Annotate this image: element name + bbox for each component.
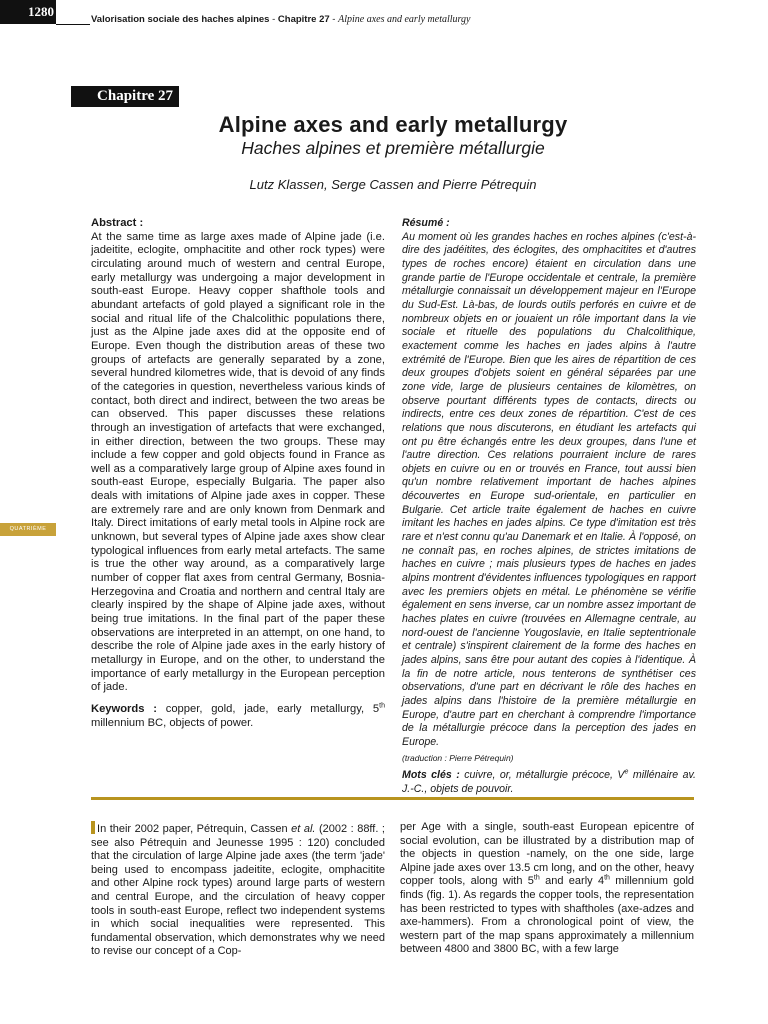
keywords bbox=[91, 703, 385, 730]
body-text: (2002 : 88ff. ; see also Pétrequin and Jeunesse 1995 : 120) concluded that the circulation of large Alpine jade axes (the term 'jade' being used to encompass jadeitite, eclogite, omphacitite and other Alpine rock types) around large parts of western and central Europe, and the circulation of heavy copper tools in south-east Europe, reflect two independent systems in which social inequalities were represented. This fundamental observation, which demonstrates why we need to revise our concept of a Cop- bbox=[91, 823, 385, 958]
dropcap-bar bbox=[91, 821, 95, 834]
article-subtitle: Haches alpines et première métallurgie bbox=[241, 138, 545, 158]
article-title: Alpine axes and early metallurgy bbox=[218, 112, 568, 137]
running-title: Alpine axes and early metallurgy bbox=[338, 14, 471, 25]
book-title: Valorisation sociale des haches alpines bbox=[91, 14, 270, 25]
body-column-1 bbox=[91, 821, 385, 959]
body-text: millennium gold finds (fig. 1). As regards the copper tools, the representation has been restricted to types with shaftholes (axe-adzes and axe-hammers). From a chronological point of view, the western part of the map spans approximately a millennium between 4800 and 3800 BC, with a few large bbox=[400, 875, 695, 956]
authors: Lutz Klassen, Serge Cassen and Pierre Pétrequin bbox=[249, 177, 537, 192]
header-separator: - bbox=[269, 14, 278, 25]
translation-credit: (traduction : Pierre Pétrequin) bbox=[402, 752, 514, 763]
mots-cles-text: millénaire av. J.-C., objets de pouvoir. bbox=[402, 769, 696, 795]
abstract-heading: Abstract : bbox=[91, 217, 144, 229]
keywords-sup: th bbox=[379, 702, 385, 710]
mots-cles-text: cuivre, or, métallurgie précoce, V bbox=[459, 769, 625, 782]
body-text: per Age with a single, south-east European epicentre of social evolution, can be illustrated by a distribution map of the objects in question -namely, on the one side, large Alpine jade axes over 13.5 cm long, and on the other, heavy copper tools, along with 5 bbox=[400, 821, 694, 888]
resume-block bbox=[402, 217, 696, 797]
body-text: and early 4 bbox=[539, 875, 605, 888]
section-divider bbox=[91, 797, 694, 800]
mots-cles-sup: e bbox=[624, 768, 629, 776]
body-sup: th bbox=[604, 874, 610, 882]
resume-heading: Résumé : bbox=[402, 217, 450, 229]
body-text: n their 2002 paper, Pétrequin, Cassen bbox=[100, 823, 292, 835]
page-number: 1280 bbox=[0, 0, 56, 24]
body-sup: th bbox=[533, 874, 540, 882]
side-tab: QUATRIÈME PARTIE bbox=[0, 523, 56, 536]
mots-cles-label: Mots clés : bbox=[402, 769, 460, 782]
keywords-text: copper, gold, jade, early metallurgy, 5 bbox=[156, 702, 380, 715]
dropcap: I bbox=[97, 823, 101, 835]
keywords-label: Keywords : bbox=[91, 702, 157, 715]
keywords-text: millennium BC, objects of power. bbox=[91, 716, 254, 729]
abstract-block bbox=[91, 217, 385, 730]
mots-cles bbox=[402, 769, 696, 796]
abstract-text: At the same time as large axes made of Alpine jade (i.e. jadeitite, eclogite, omphacitite and other rock types) were circulating around much of western and central Europe, early metallurgy was undergoing a major development in south-east Europe. Heavy copper shafthole tools and abundant artefacts of gold played a significant role in the social and ritual life of the Chalcolithic populations there, just as the Alpine jade axes did at the opposite end of Europe. Even though the distribution areas of these two groups of artefacts are generally separated by a zone, several hundred kilometres wide, that is devoid of any finds of the categories in question, nevertheless various kinds of contact, both direct and indirect, between the two areas be can observed. This paper discusses these relations through an investigation of artefacts that were exchanged, in either direction, between the two groups. These may include a few copper and gold objects found in France as well as a comparatively large group of Alpine axes found in south-east Europe, especially Bulgaria. The paper also deals with imitations of Alpine jade axes in copper. These are extremely rare and are only known from Denmark and Italy. Direct imitations of early metal tools in Alpine rock are unknown, but several types of Alpine jade axes show clear typological influences from early metal artefacts. The same is true the other way around, as a comparatively large number of copper flat axes from central Germany, Bosnia-Herzegovina and Croatia and northern and central Italy are clearly inspired by the shape of Alpine jade axes, without being true imitations. In the final part of the paper these observations are interpreted in an attempt, on one hand, to describe the role of Alpine jade axes in the early history of metallurgy in Europe, and on the other, to understand the importance of early metallurgy in the European perception of jade. bbox=[91, 230, 385, 694]
header-chapter: Chapitre 27 bbox=[277, 14, 330, 25]
chapter-label: Chapitre 27 bbox=[71, 86, 179, 107]
header-separator: - bbox=[329, 14, 339, 25]
header-rule bbox=[56, 24, 90, 25]
body-column-2 bbox=[400, 821, 694, 957]
resume-text: Au moment où les grandes haches en roches alpines (c'est-à-dire des jadéitites, des éclogites, des omphacitites et d'autres types de roches encore) étaient en circulation dans une grande partie de l'Europe occidentale et centrale, la première métallurgie connaissait un développement majeur en l'Europe du Sud-Est. Là-bas, de lourds outils perforés en cuivre et de nombreux objets en or jouaient un rôle important dans la vie sociale et rituelle des populations du Chalcolithique, exactement comme les haches en jades alpins à l'autre extrémité de l'Europe. Bien que les aires de répartition de ces deux groupes d'objets soient en général séparées par une zone vide, large de plusieurs centaines de kilomètres, on observe pourtant différents types de contacts, directs ou indirects, entre ces deux zones de répartition. C'est de ces relations que nous discuterons, en étudiant les artefacts qui ont pu être échangés entre les deux groupes, dans l'une et l'autre direction. Ces relations pourraient inclure de rares objets en cuivre ou en or trouvés en France, tout aussi bien qu'un nombre relativement important de haches alpines découvertes en Europe sud-orientale, en particulier en Bulgarie. Cet article traite également de haches en cuivre imitant les haches en jades alpins. Ce type d'imitation est très rare et n'est connu qu'au Danemark et en Italie. À l'opposé, on ne connaît pas, en roches alpines, de strictes imitations de haches en cuivre ; mais plusieurs types de haches en jades alpins montrent d'évidentes influences typologiques en rapport avec les premiers objets en métal. Le phénomène se vérifie également en sens inverse, car un nombre assez important de haches plates en cuivre (trouvées en Allemagne centrale, au nord-ouest de l'ancienne Yougoslavie, en Italie septentrionale et centrale) s'inspirent clairement de la forme des haches en jades alpins, sans être pour autant des copies à l'identique. À la fin de notre article, nous tenterons de synthétiser ces observations, d'une part en décrivant le rôle des haches en jades alpins dans l'histoire de la première métallurgie en Europe, d'autre part en cherchant à comprendre l'importance de la métallurgie précoce dans la perception des jades en Europe. bbox=[402, 230, 696, 748]
body-text-italic: et al. bbox=[291, 823, 316, 835]
running-header bbox=[91, 14, 471, 25]
